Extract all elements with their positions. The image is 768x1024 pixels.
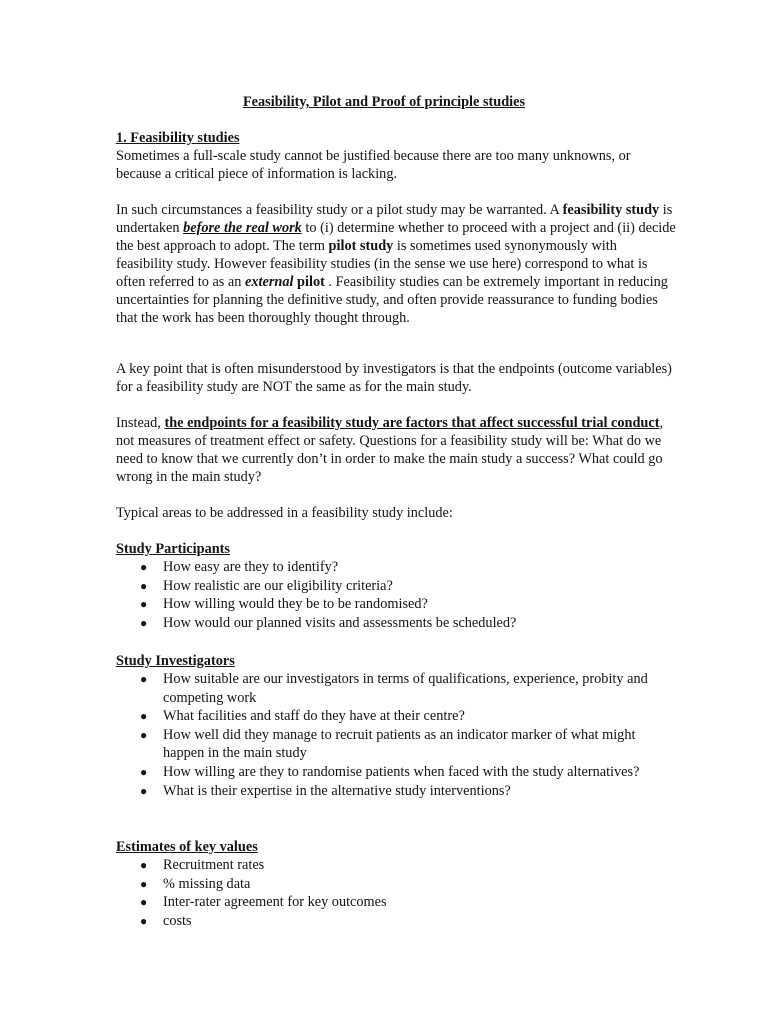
list-item: ● How easy are they to identify? xyxy=(140,559,339,575)
list-item: ● How willing would they be to be randomised? xyxy=(140,596,428,613)
list-item: ● What is their expertise in the alternative study interventions? xyxy=(140,782,511,799)
section-heading: Study Participants xyxy=(116,541,230,557)
emphasis-endpoints: the endpoints for a feasibility study are factors that affect successful trial conduct xyxy=(164,415,660,431)
paragraph-text: A key point that is often misunderstood by investigators is that the endpoints (outcome variables) for a feasibility study are NOT the same as for the main study. xyxy=(116,361,672,395)
bullet-icon: ● xyxy=(140,727,148,742)
paragraph-key-point xyxy=(116,360,676,396)
participants-list xyxy=(116,558,676,632)
list-item: ● How well did they manage to recruit patients as an indicator marker of what might happen in the main study xyxy=(140,726,636,762)
section-estimates xyxy=(116,838,676,930)
term-pilot: pilot xyxy=(293,274,325,290)
list-item: ● costs xyxy=(140,912,192,929)
text-run: is undertaken xyxy=(116,202,673,236)
text-run: is sometimes used synonymously with feasibility study. However feasibility studies (in the sense we use here) correspond to what is often referred to as an xyxy=(116,238,648,290)
estimates-list xyxy=(116,856,676,930)
section-heading: 1. Feasibility studies xyxy=(116,130,240,146)
list-item: ● How realistic are our eligibility criteria? xyxy=(140,577,393,594)
text-run: Instead, xyxy=(116,415,165,431)
term-external: external xyxy=(245,274,294,290)
bullet-icon: ● xyxy=(140,895,148,910)
bullet-icon: ● xyxy=(140,560,148,574)
bullet-icon: ● xyxy=(140,615,148,630)
bullet-icon: ● xyxy=(140,597,148,612)
section-study-investigators xyxy=(116,652,676,800)
bullet-icon: ● xyxy=(140,913,148,928)
section-heading: Study Investigators xyxy=(116,653,235,669)
bullet-icon: ● xyxy=(140,783,148,798)
text-run: to (i) determine whether to proceed with a project and (ii) decide the best approach to adopt. The term xyxy=(116,220,676,254)
term-pilot-study: pilot study xyxy=(328,238,394,254)
section-feasibility xyxy=(116,129,676,183)
term-feasibility-study: feasibility study xyxy=(562,202,660,218)
paragraph-typical-areas xyxy=(116,504,676,522)
bullet-icon: ● xyxy=(140,672,148,686)
list-item: ● Inter-rater agreement for key outcomes xyxy=(140,894,387,911)
paragraph-circumstances xyxy=(116,201,676,327)
bullet-icon: ● xyxy=(140,578,148,593)
list-item: ● Recruitment rates xyxy=(140,857,265,873)
list-item: ● What facilities and staff do they have at their centre? xyxy=(140,708,465,725)
bullet-icon: ● xyxy=(140,858,148,872)
paragraph-intro: Sometimes a full-scale study cannot be justified because there are too many unknowns, or because a critical piece of information is lacking. xyxy=(116,148,631,182)
paragraph-instead xyxy=(116,414,676,486)
bullet-icon: ● xyxy=(140,764,148,779)
section-heading: Estimates of key values xyxy=(116,839,258,855)
text-run: . Feasibility studies can be extremely important in reducing uncertainties for planning the definitive study, and often provide reassurance to funding bodies that the work has been thoroughly thought through. xyxy=(116,274,668,326)
list-item: ● How willing are they to randomise patients when faced with the study alternatives? xyxy=(140,763,640,780)
emphasis-before-real-work: before the real work xyxy=(183,220,302,236)
list-item: ● How would our planned visits and assessments be scheduled? xyxy=(140,614,517,631)
text-run: In such circumstances a feasibility study or a pilot study may be warranted. A xyxy=(116,202,563,218)
bullet-icon: ● xyxy=(140,876,148,891)
section-study-participants xyxy=(116,540,676,632)
text-run: , not measures of treatment effect or safety. Questions for a feasibility study will be: What do we need to know that we currently don’t in order to make the main study a success? What could go wrong in the main study? xyxy=(116,415,664,485)
list-item: ● % missing data xyxy=(140,875,251,892)
list-item: ● How suitable are our investigators in terms of qualifications, experience, probity and competing work xyxy=(140,671,648,706)
bullet-icon: ● xyxy=(140,709,148,724)
document-title: Feasibility, Pilot and Proof of principle studies xyxy=(242,94,526,110)
investigators-list xyxy=(116,670,676,800)
paragraph-text: Typical areas to be addressed in a feasibility study include: xyxy=(116,505,453,521)
